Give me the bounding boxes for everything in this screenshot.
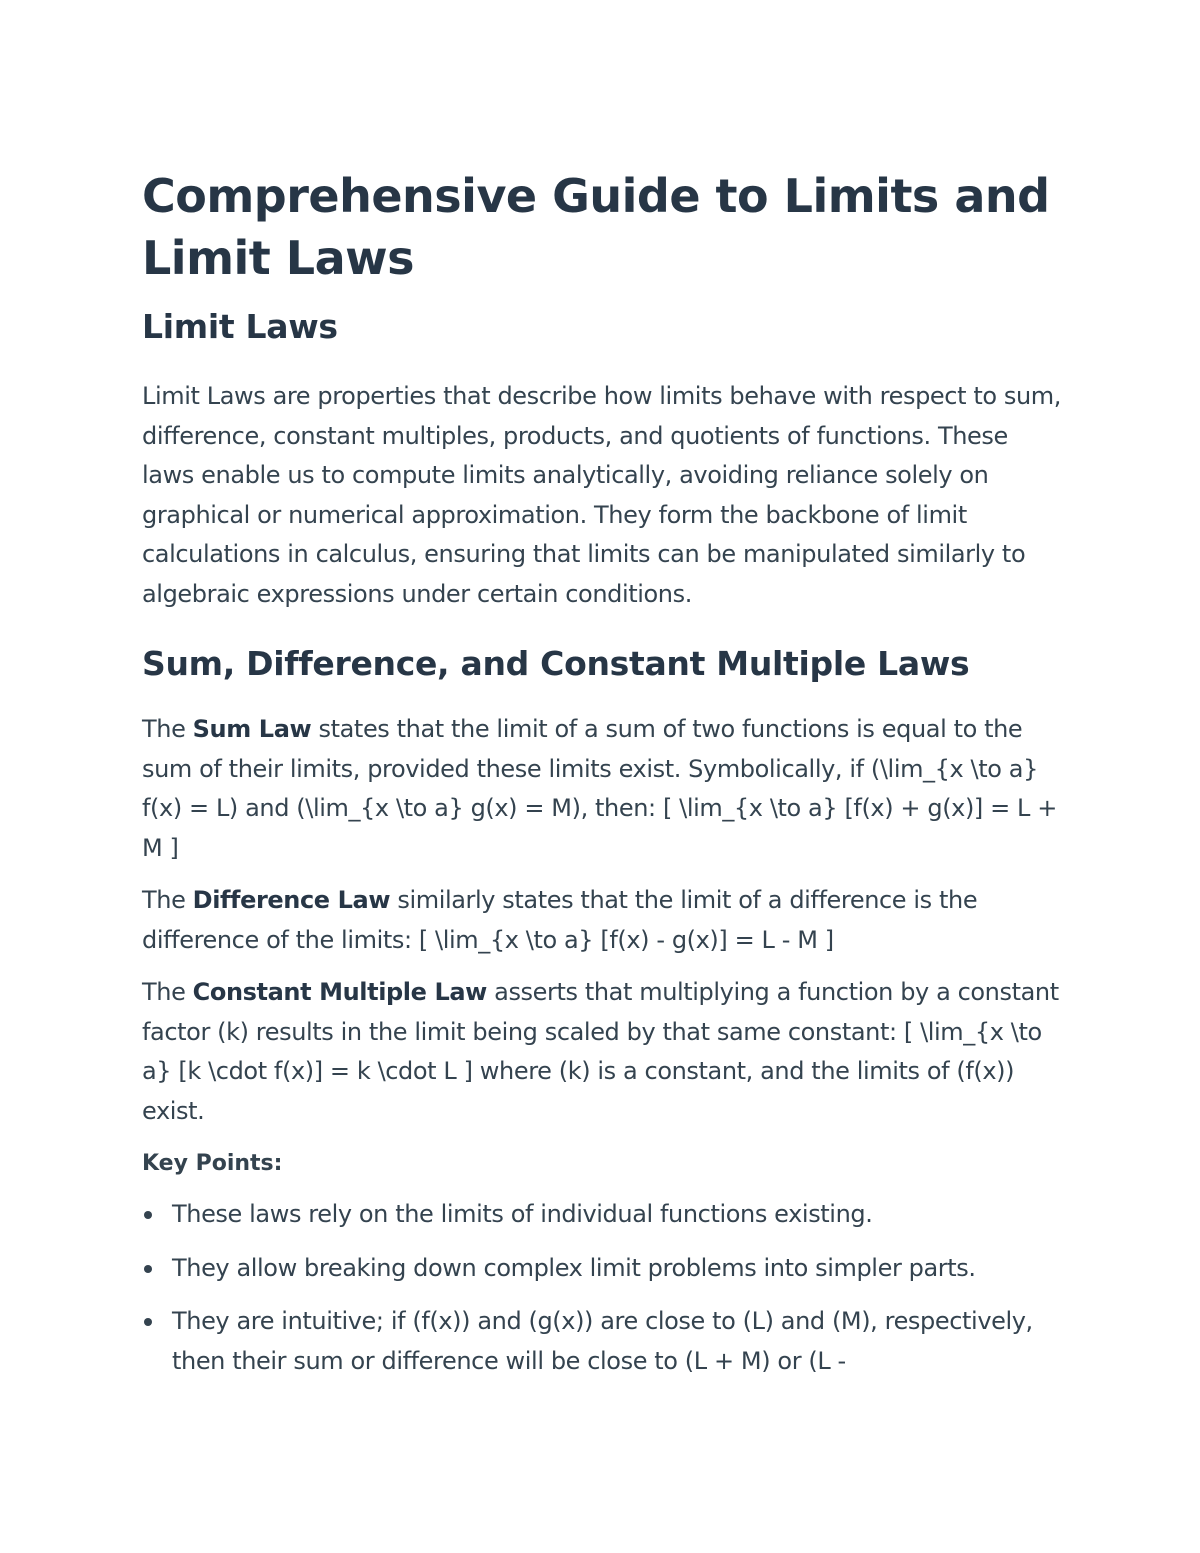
constant-multiple-law-paragraph [142,973,1062,1131]
bullet-icon [144,1318,152,1326]
section-heading-sum-difference-constant: Sum, Difference, and Constant Multiple Laws [142,644,970,683]
section-heading-limit-laws: Limit Laws [142,307,338,346]
list-item [142,1302,1062,1381]
bullet-icon [144,1211,152,1219]
list-item-text: They allow breaking down complex limit problems into simpler parts. [172,1253,976,1282]
sum-law-prefix: The [142,715,193,743]
page-title: Comprehensive Guide to Limits and Limit Laws [142,169,1050,285]
sum-law-paragraph [142,710,1062,868]
list-item [142,1195,1062,1235]
document-page [142,165,1062,1395]
constant-multiple-law-text: asserts that multiplying a function by a constant factor (k) results in the limit being scaled by that same constant: [ \lim_{x \to a} [k \cdot f(x)] = k \cdot L ] where (k) is a constant, and the limits of (f(x)) exist. [142,978,1059,1125]
list-item [142,1249,1062,1289]
sum-law-text: states that the limit of a sum of two functions is equal to the sum of their limits, provided these limits exist. Symbolically, if (\lim_{x \to a} f(x) = L) and (\lim_{x \to a} g(x) = M), then: [ \lim_{x \to a} [f(x) + g(x)] = L + M ] [142,715,1057,862]
limit-laws-paragraph: Limit Laws are properties that describe how limits behave with respect to sum, difference, constant multiples, products, and quotients of functions. These laws enable us to compute limits analytically, avoiding reliance solely on graphical or numerical approximation. They form the backbone of limit calculations in calculus, ensuring that limits can be manipulated similarly to algebraic expressions under certain conditions. [142,382,1061,608]
difference-law-term: Difference Law [192,886,391,914]
constant-multiple-law-prefix: The [142,978,193,1006]
difference-law-text: similarly states that the limit of a difference is the difference of the limits: [ \lim_{x \to a} [f(x) - g(x)] = L - M ] [142,886,978,954]
constant-multiple-law-term: Constant Multiple Law [192,978,487,1006]
difference-law-paragraph [142,881,1062,960]
bullet-icon [144,1265,152,1273]
key-points-list [142,1195,1062,1381]
key-points-label: Key Points: [142,1151,283,1176]
list-item-text: These laws rely on the limits of individual functions existing. [172,1200,873,1228]
difference-law-prefix: The [142,886,193,914]
list-item-text: They are intuitive; if (f(x)) and (g(x)) are close to (L) and (M), respectively, then their sum or difference will be close to (L + M) or (L - [172,1307,1033,1375]
sum-law-term: Sum Law [192,715,312,743]
